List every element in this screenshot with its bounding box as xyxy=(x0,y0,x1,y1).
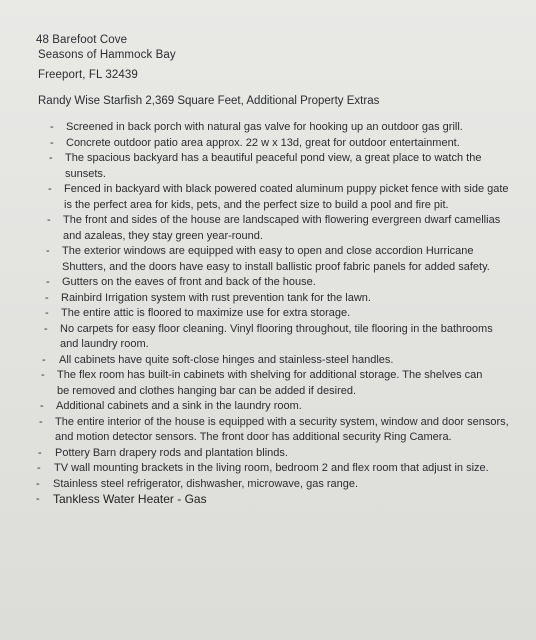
extras-list-item xyxy=(0,461,536,477)
extras-item-text: TV wall mounting brackets in the living room, bedroom 2 and flex room that adjust in size. xyxy=(54,462,489,474)
bullet-dash: - xyxy=(44,322,48,335)
extras-item-text: Additional cabinets and a sink in the laundry room. xyxy=(56,400,302,412)
bullet-dash: - xyxy=(39,415,43,428)
extras-item-text: The front and sides of the house are landscaped with flowering evergreen dwarf camellias and azaleas, they stay green year-round. xyxy=(63,214,501,242)
extras-list-item xyxy=(0,492,536,508)
bullet-dash: - xyxy=(36,477,40,490)
extras-item-text: Rainbird Irrigation system with rust prevention tank for the lawn. xyxy=(61,291,371,304)
extras-list-item xyxy=(0,136,536,152)
extras-list-item xyxy=(0,120,536,136)
bullet-dash: - xyxy=(50,136,54,149)
extras-item-text: The entire attic is floored to maximize use for extra storage. xyxy=(61,307,351,319)
bullet-dash: - xyxy=(50,121,54,133)
address-block xyxy=(36,33,176,83)
address-community: Seasons of Hammock Bay xyxy=(38,49,176,61)
extras-list-item xyxy=(0,415,536,446)
extras-item-text: The flex room has built-in cabinets with shelving for additional storage. The shelves can be removed and clothes hanging bar can be added if desired. xyxy=(57,369,483,397)
bullet-dash: - xyxy=(47,214,51,226)
extras-list-item xyxy=(0,275,536,291)
bullet-dash: - xyxy=(46,276,50,288)
extras-list-item xyxy=(0,322,536,353)
bullet-dash: - xyxy=(49,152,53,164)
bullet-dash: - xyxy=(42,353,46,366)
extras-list-item xyxy=(0,446,536,462)
address-street: 48 Barefoot Cove xyxy=(36,34,128,46)
extras-list-item xyxy=(0,477,536,493)
extras-list-item xyxy=(0,368,536,399)
extras-item-text: Gutters on the eaves of front and back of the house. xyxy=(62,276,316,288)
extras-list-item xyxy=(0,353,536,369)
address-city: Freeport, FL 32439 xyxy=(38,69,138,81)
bullet-dash: - xyxy=(40,400,44,412)
extras-item-text: Stainless steel refrigerator, dishwasher, microwave, gas range. xyxy=(53,477,359,490)
extras-item-text: Tankless Water Heater - Gas xyxy=(53,492,207,506)
extras-item-text: The exterior windows are equipped with easy to open and close accordion Hurricane Shutters, and the doors have easy to install ballistic proof fabric panels for added safety. xyxy=(62,245,490,273)
extras-item-text: The spacious backyard has a beautiful peaceful pond view, a great place to watch the sunsets. xyxy=(65,152,482,180)
bullet-dash: - xyxy=(38,446,42,459)
bullet-dash: - xyxy=(41,369,45,381)
extras-item-text: Fenced in backyard with black powered coated aluminum puppy picket fence with side gate is the perfect area for kids, pets, and the perfect size to build a pool and fire pit. xyxy=(64,183,509,211)
extras-item-text: Pottery Barn drapery rods and plantation blinds. xyxy=(55,446,288,459)
extras-list xyxy=(0,120,536,508)
extras-item-text: No carpets for easy floor cleaning. Vinyl flooring throughout, tile flooring in the bathrooms and laundry room. xyxy=(60,322,493,350)
extras-list-item xyxy=(0,244,536,275)
extras-list-item xyxy=(0,213,536,244)
extras-list-item xyxy=(0,182,536,213)
extras-item-text: The entire interior of the house is equipped with a security system, window and door sensors, and motion detector sensors. The front door has additional security Ring Camera. xyxy=(55,415,509,443)
extras-list-item xyxy=(0,306,536,322)
extras-list-item xyxy=(0,151,536,182)
bullet-dash: - xyxy=(46,245,50,257)
extras-list-item xyxy=(0,399,536,415)
bullet-dash: - xyxy=(45,291,49,304)
extras-item-text: All cabinets have quite soft-close hinges and stainless-steel handles. xyxy=(59,353,394,366)
bullet-dash: - xyxy=(45,307,49,319)
document-heading: Randy Wise Starfish 2,369 Square Feet, Additional Property Extras xyxy=(38,95,380,107)
bullet-dash: - xyxy=(36,493,40,505)
extras-list-item xyxy=(0,291,536,307)
extras-item-text: Concrete outdoor patio area approx. 22 w x 13d, great for outdoor entertainment. xyxy=(66,136,460,149)
bullet-dash: - xyxy=(37,462,41,474)
extras-item-text: Screened in back porch with natural gas valve for hooking up an outdoor gas grill. xyxy=(66,121,463,133)
bullet-dash: - xyxy=(48,183,52,195)
